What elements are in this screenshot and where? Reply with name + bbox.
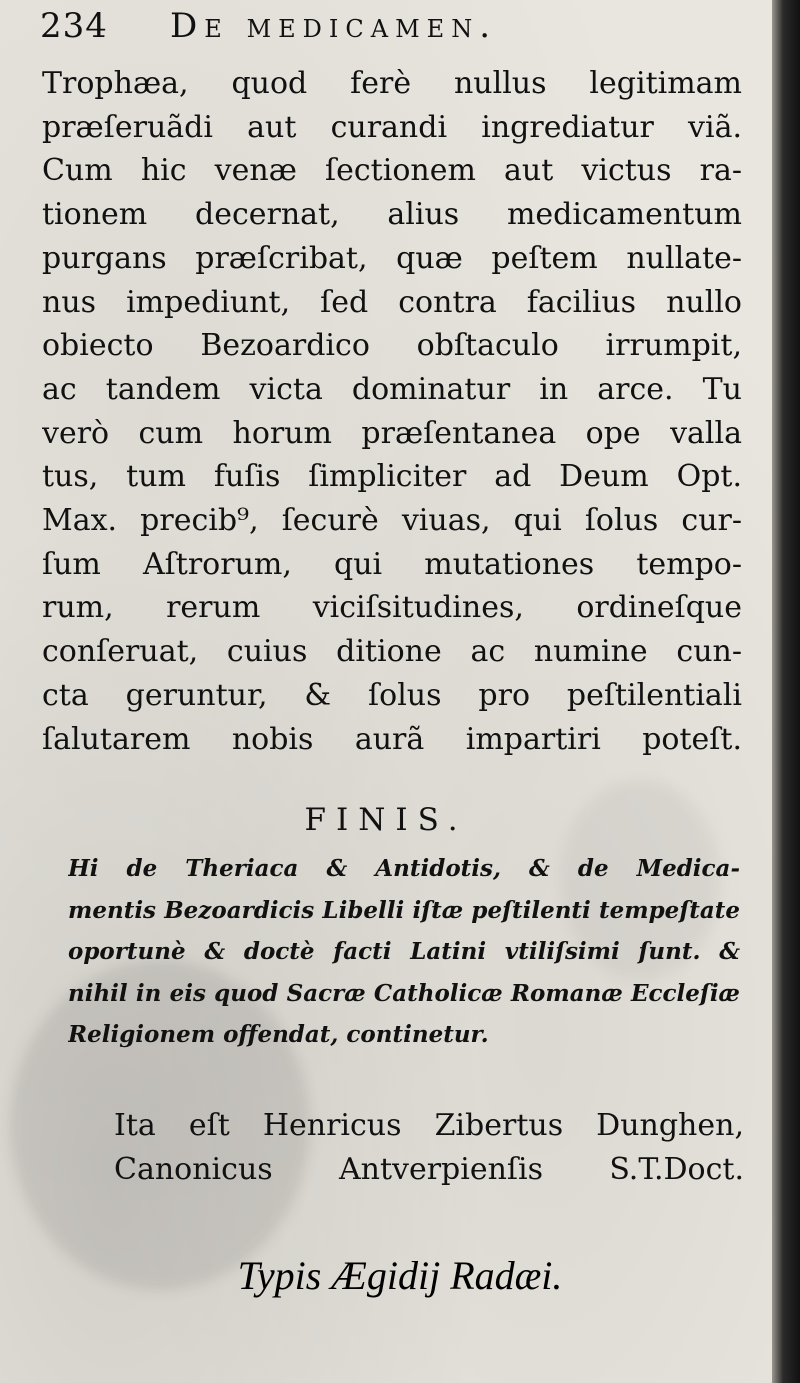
page-header [40, 6, 760, 58]
signature-line: Ita eſt Henricus Zibertus Dunghen, [114, 1108, 744, 1143]
approbation-text [68, 848, 740, 1056]
text-line: nus impediunt, ſed contra facilius nullo [42, 284, 742, 320]
text-line: ſalutarem nobis aurã impartiri poteſt. [42, 721, 742, 757]
approbation-line: Hi de Theriaca & Antidotis, & de Medica- [68, 855, 740, 882]
text-line: Max. precib⁹, ſecurè viuas, qui ſolus cur- [42, 503, 742, 539]
text-line: verò cum horum præſentanea ope valla [42, 415, 742, 451]
finis-heading: FINIS. [304, 802, 468, 838]
text-line: cta geruntur, & ſolus pro peſtilentiali [42, 677, 742, 713]
approbation-line: mentis Bezoardicis Libelli iſtæ peſtilenti tempeſtate [68, 896, 740, 924]
page-number: 234 [40, 6, 108, 46]
text-line: Trophæa, quod ferè nullus legitimam [42, 66, 742, 101]
text-line: tionem decernat, alius medicamentum [42, 197, 742, 233]
running-head: De medicamen. [170, 6, 497, 46]
text-line: rum, rerum viciſsitudines, ordineſque [42, 590, 742, 626]
printer-imprint: Typis Ægidij Radæi. [237, 1253, 563, 1298]
text-line: obiecto Bezoardico obſtaculo irrumpit, [42, 328, 742, 364]
text-line: purgans præſcribat, quæ peſtem nullate- [42, 240, 742, 276]
text-line: ſum Aſtrorum, qui mutationes tempo- [42, 546, 742, 582]
text-line: ac tandem victa dominatur in arce. Tu [42, 371, 742, 407]
text-line: conſeruat, cuius ditione ac numine cun- [42, 634, 742, 670]
approbation-line: oportunè & doctè facti Latini vtiliſsimi ſunt. & [68, 938, 740, 965]
page-edge [772, 0, 800, 1383]
signature-line: Canonicus Antverpienſis S.T.Doct. [114, 1152, 744, 1187]
approbation-line: nihil in eis quod Sacræ Catholicæ Romanæ Eccleſiæ [68, 979, 740, 1007]
text-line: præſeruãdi aut curandi ingrediatur viã. [42, 109, 742, 145]
text-line: Cum hic venæ ſectionem aut victus ra- [42, 153, 742, 189]
body-text [42, 62, 742, 761]
signature-block [114, 1104, 744, 1192]
text-line: tus, tum fuſis ſimpliciter ad Deum Opt. [42, 459, 742, 495]
approbation-line: Religionem offendat, continetur. [68, 1021, 489, 1048]
